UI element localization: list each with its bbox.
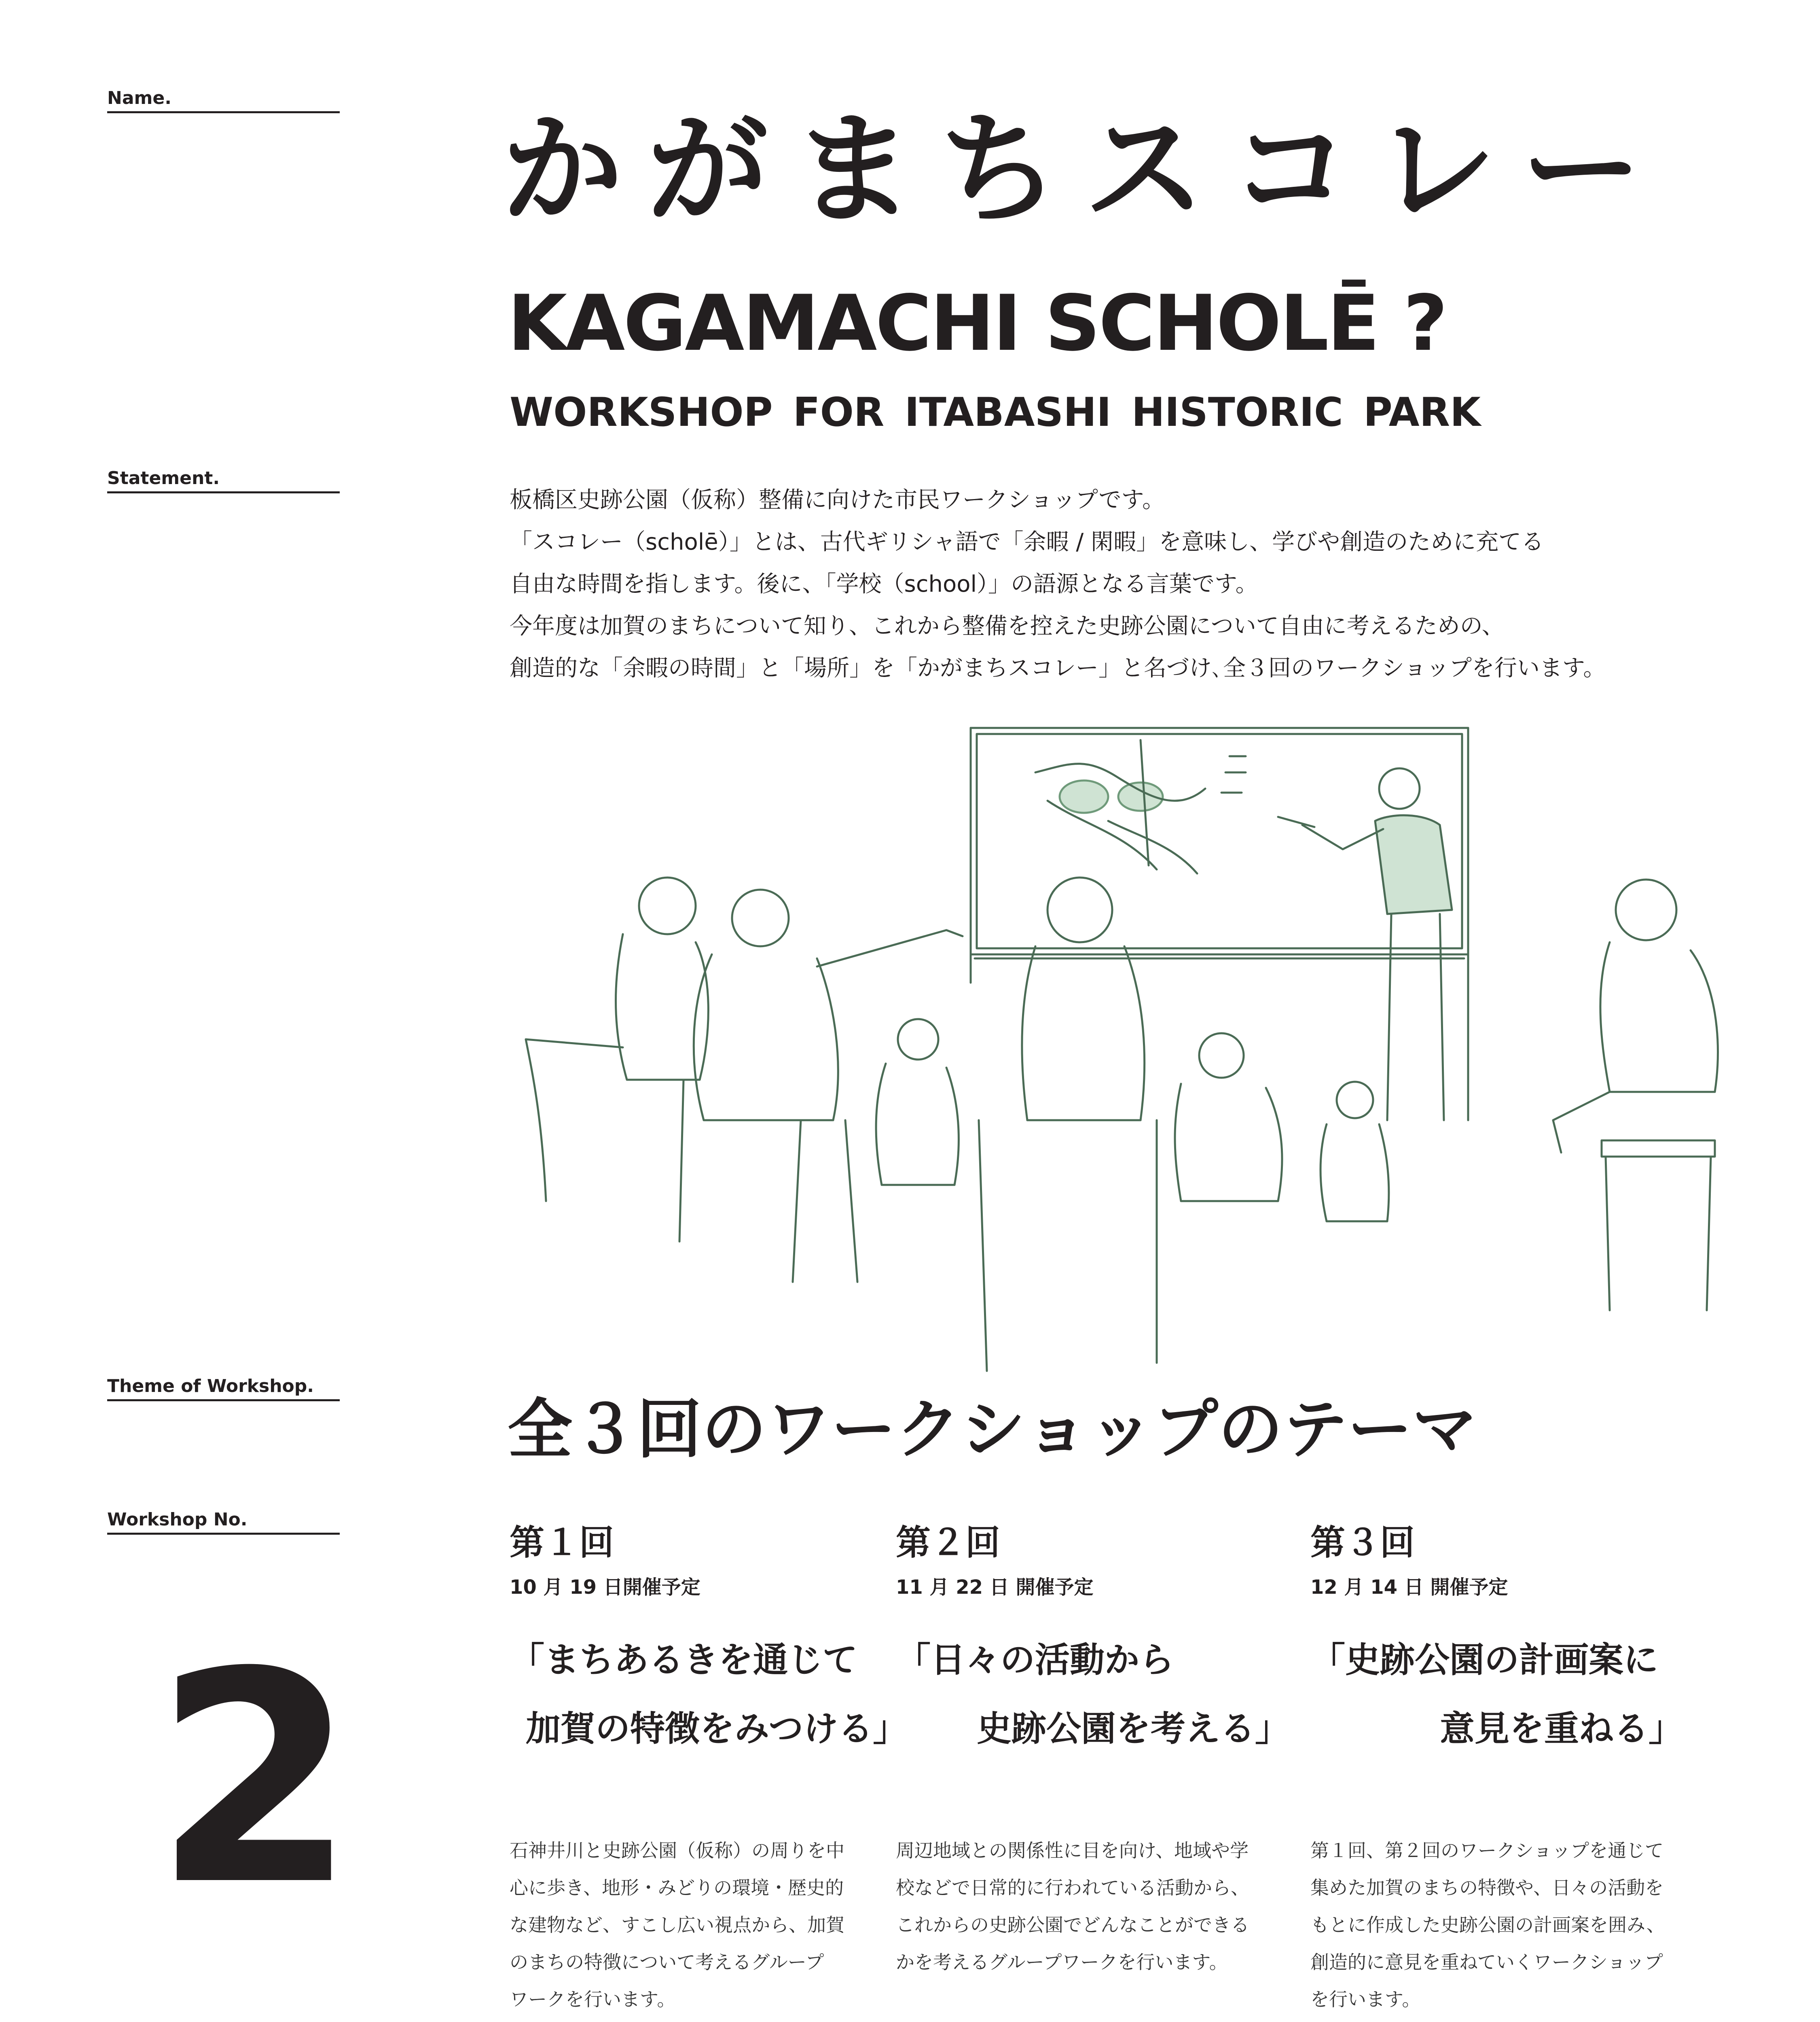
statement-line: 「スコレー（scholē）」とは、古代ギリシャ語で「余暇 / 閑暇」を意味し、学びや創造のために充てる: [510, 529, 1544, 555]
workshop-column-2: [896, 1521, 1290, 1981]
desc-line: な建物など、すこし広い視点から、加賀: [510, 1914, 844, 1936]
statement-line: 今年度は加賀のまちについて知り、これから整備を控えた史跡公園について自由に考えるための、: [510, 613, 1505, 639]
statement-line: 創造的な「余暇の時間」と「場所」を「かがまちスコレー」と名づけ､全３回のワークショップを行います。: [510, 655, 1606, 681]
name-label: Name.: [107, 87, 340, 113]
workshop-no-label: Workshop No.: [107, 1508, 340, 1535]
workshop-sketch-illustration: [510, 716, 1739, 1383]
workshop-column-1: [510, 1521, 908, 2018]
desc-line: これからの史跡公園でどんなことができる: [896, 1914, 1249, 1936]
workshop-date: 11 月 22 日 開催予定: [896, 1576, 1094, 1599]
statement-line: 自由な時間を指します。後に、「学校（school）」の語源となる言葉です。: [510, 571, 1258, 597]
desc-line: もとに作成した史跡公園の計画案を囲み、: [1310, 1914, 1665, 1936]
theme-label: Theme of Workshop.: [107, 1375, 340, 1401]
workshop-number: 2: [154, 1610, 356, 1949]
workshop-theme-line2: 史跡公園を考える」: [977, 1709, 1290, 1749]
desc-line: 集めた加賀のまちの特徴や、日々の活動を: [1310, 1877, 1664, 1899]
desc-line: かを考えるグループワークを行います。: [896, 1951, 1228, 1973]
workshop-theme-line2: 加賀の特徴をみつける」: [526, 1709, 908, 1749]
title-english: KAGAMACHI SCHOLĒ ?: [508, 279, 1446, 368]
desc-line: 校などで日常的に行われている活動から、: [896, 1877, 1249, 1899]
title-japanese: かがまちスコレー: [502, 99, 1666, 240]
workshop-date: 10 月 19 日開催予定: [510, 1576, 700, 1599]
workshop-theme: [1310, 1626, 1695, 1763]
workshop-theme-line2: 意見を重ねる」: [1440, 1709, 1683, 1749]
workshop-no: 第３回: [1310, 1523, 1415, 1563]
workshop-theme: [510, 1626, 908, 1763]
workshop-theme: [896, 1626, 1290, 1763]
workshops-heading: 全３回のワークショップのテーマ: [508, 1392, 1477, 1467]
desc-line: 周辺地域との関係性に目を向け、地域や学: [896, 1840, 1249, 1861]
workshop-description: [1310, 1832, 1695, 2018]
workshop-description: [896, 1832, 1280, 1981]
desc-line: 第１回、第２回のワークショップを通じて: [1310, 1840, 1664, 1861]
workshop-column-3: [1310, 1521, 1695, 2018]
workshop-date: 12 月 14 日 開催予定: [1310, 1576, 1508, 1599]
workshop-no: 第２回: [896, 1523, 1000, 1563]
desc-line: ワークを行います。: [510, 1988, 676, 2010]
subtitle: WORKSHOP FOR ITABASHI HISTORIC PARK: [510, 389, 1481, 436]
statement-line: 板橋区史跡公園（仮称）整備に向けた市民ワークショップです。: [510, 487, 1165, 513]
workshop-description: [510, 1832, 894, 2018]
desc-line: 石神井川と史跡公園（仮称）の周りを中: [510, 1840, 844, 1861]
workshop-theme-line1: 「史跡公園の計画案に: [1310, 1640, 1658, 1680]
desc-line: のまちの特徴について考えるグループ: [510, 1951, 824, 1973]
workshop-no: 第１回: [510, 1523, 614, 1563]
statement-label: Statement.: [107, 467, 340, 493]
desc-line: を行います。: [1310, 1988, 1421, 2010]
desc-line: 心に歩き、地形・みどりの環境・歴史的: [510, 1877, 844, 1899]
desc-line: 創造的に意見を重ねていくワークショップ: [1310, 1951, 1663, 1973]
workshop-theme-line1: 「日々の活動から: [896, 1640, 1174, 1680]
workshop-theme-line1: 「まちあるきを通じて: [510, 1640, 857, 1680]
statement-text: [510, 479, 1763, 690]
